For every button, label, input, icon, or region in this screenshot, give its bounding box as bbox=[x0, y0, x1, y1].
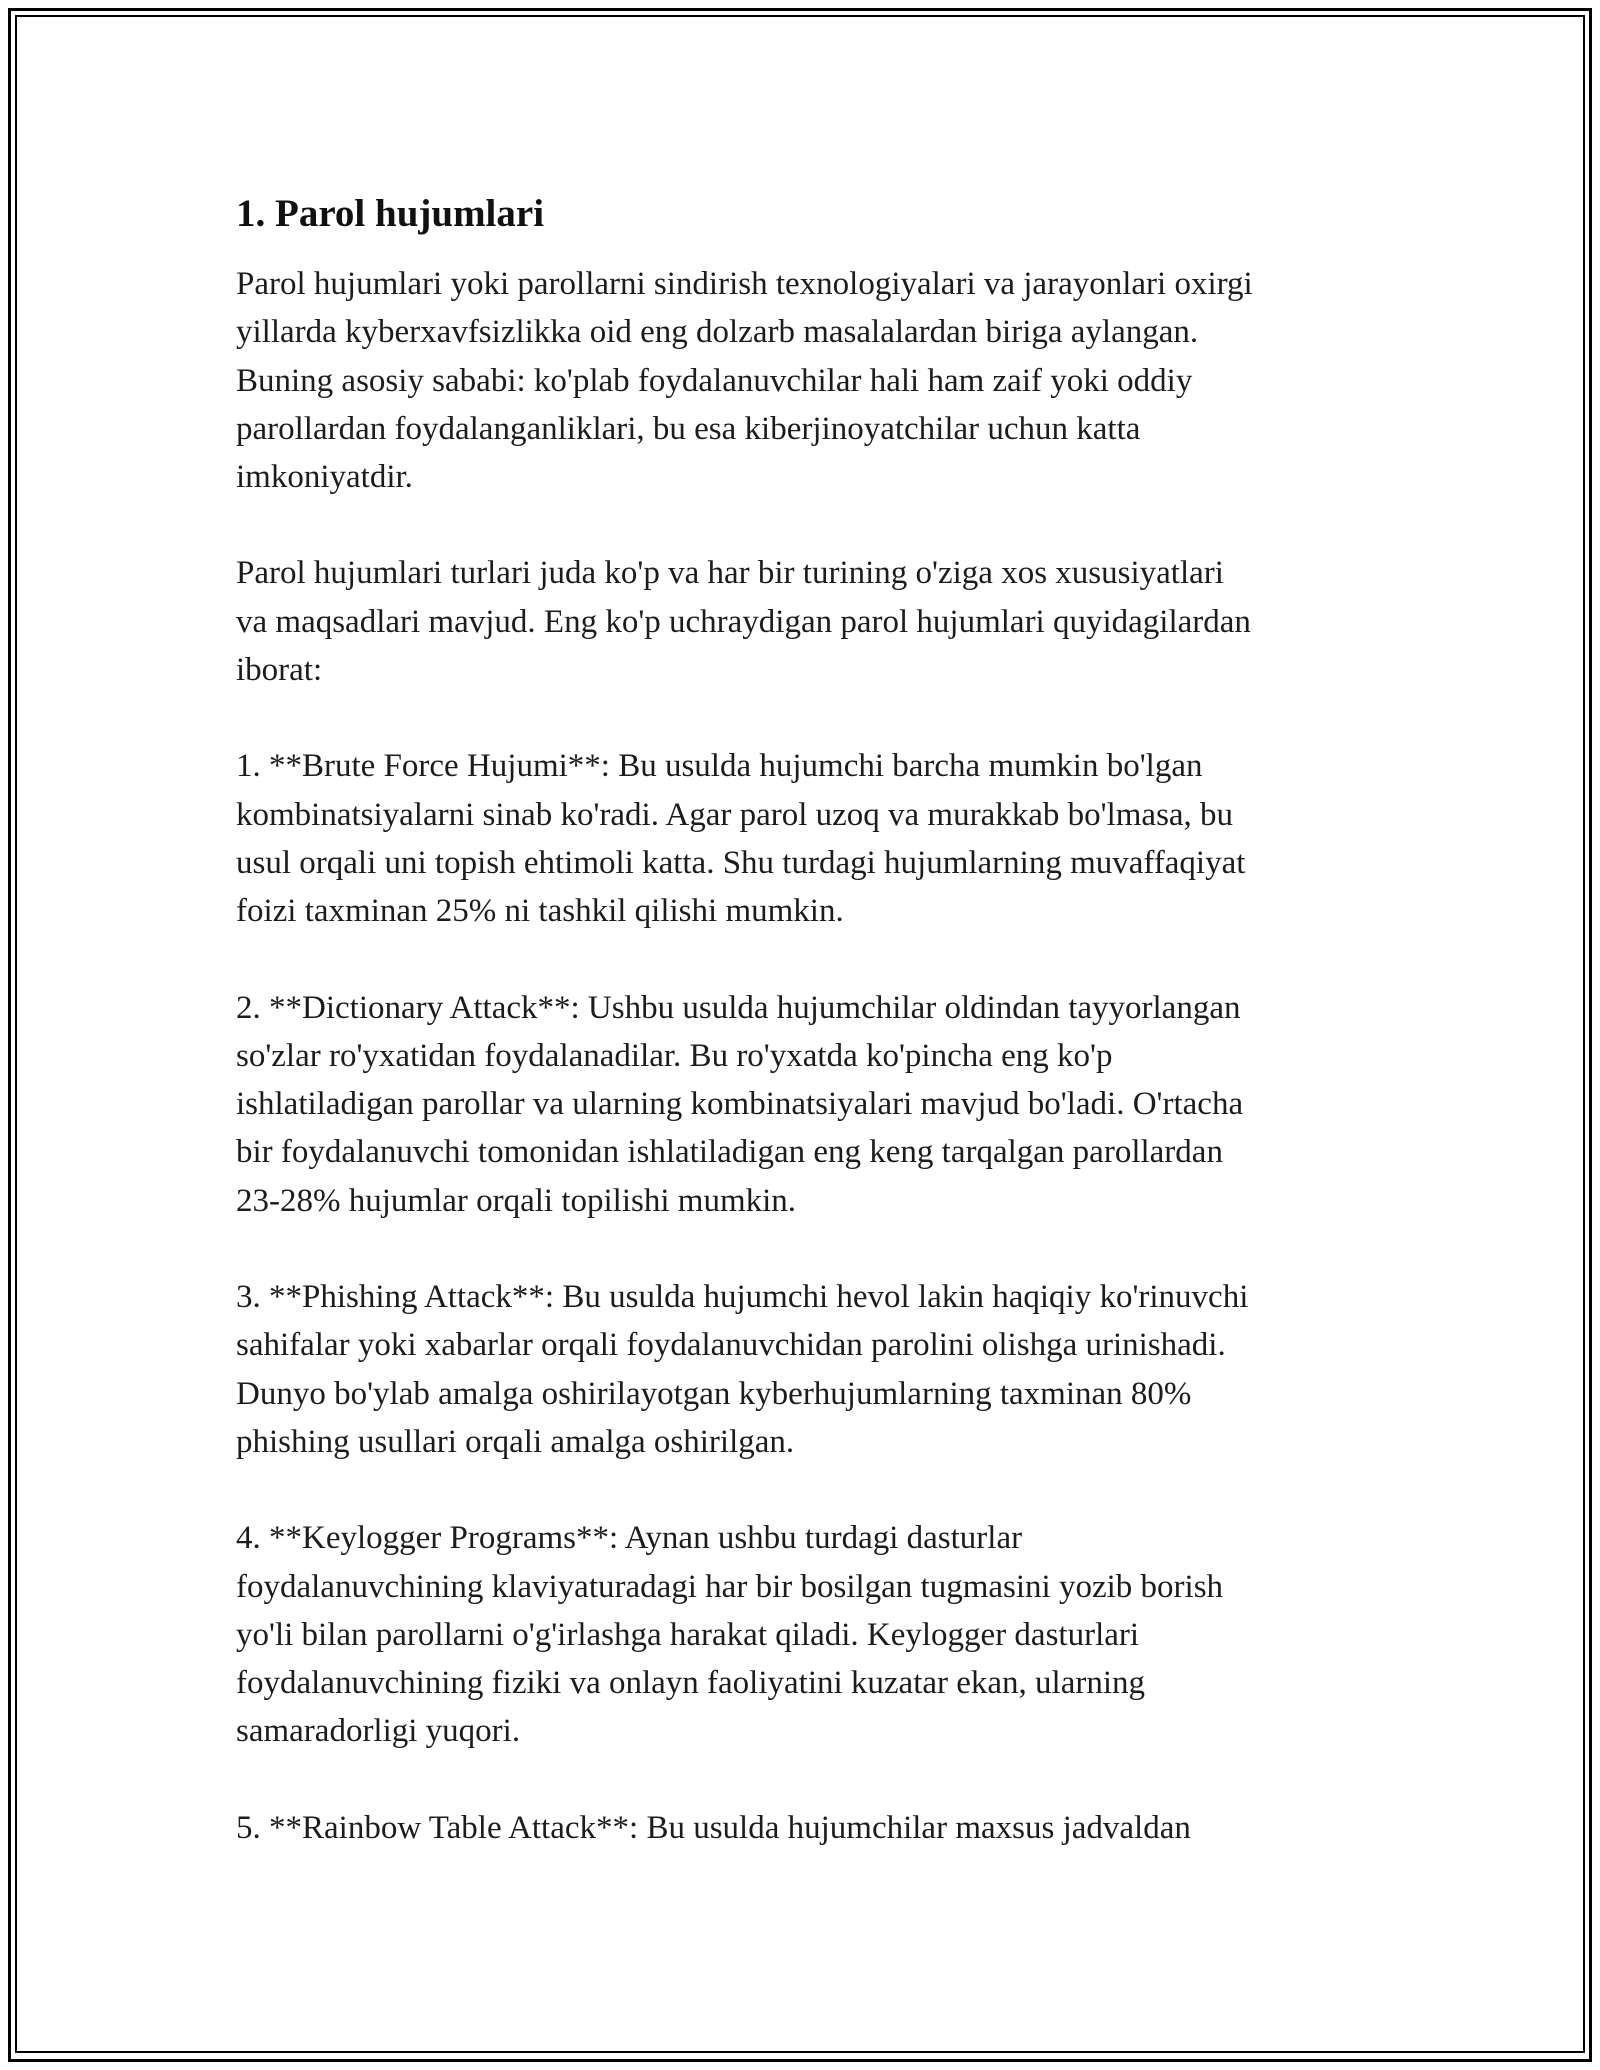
dictionary-attack-item: 2. **Dictionary Attack**: Ushbu usulda hujumchilar oldindan tayyorlangan so'zlar ro'yxatidan foydalanadilar. Bu ro'yxatda ko'pincha eng ko'p ishlatiladigan parollar va ularning kombinatsiyalari mavjud bo'ladi. O'rtacha bir foydalanuvchi tomonidan ishlatiladigan eng keng tarqalgan parollardan 23-28% hujumlar orqali topilishi mumkin. bbox=[236, 989, 1244, 1219]
intro-paragraph: Parol hujumlari yoki parollarni sindirish texnologiyalari va jarayonlari oxirgi yillarda kyberxavfsizlikka oid eng dolzarb masalalardan biriga aylangan. Buning asosiy sababi: ko'plab foydalanuvchilar hali ham zaif yoki oddiy parollardan foydalanganliklari, bu esa kiberjinoyatchilar uchun katta imkoniyatdir. bbox=[236, 266, 1253, 496]
brute-force-item: 1. **Brute Force Hujumi**: Bu usulda hujumchi barcha mumkin bo'lgan kombinatsiyalarni sinab ko'radi. Agar parol uzoq va murakkab bo'lmasa, bu usul orqali uni topish ehtimoli katta. Shu turdagi hujumlarning muvaffaqiyat foizi taxminan 25% ni tashkil qilishi mumkin. bbox=[236, 748, 1246, 930]
keylogger-item: 4. **Keylogger Programs**: Aynan ushbu turdagi dasturlar foydalanuvchining klaviyaturadagi har bir bosilgan tugmasini yozib borish yo'li bilan parollarni o'g'irlashga harakat qiladi. Keylogger dasturlari foydalanuvchining fiziki va onlayn faoliyatini kuzatar ekan, ularning samaradorligi yuqori. bbox=[236, 1520, 1224, 1750]
rainbow-table-item: 5. **Rainbow Table Attack**: Bu usulda hujumchilar maxsus jadvaldan bbox=[236, 1809, 1191, 1846]
phishing-attack-item: 3. **Phishing Attack**: Bu usulda hujumchi hevol lakin haqiqiy ko'rinuvchi sahifalar yoki xabarlar orqali foydalanuvchidan parolini olishga urinishadi. Dunyo bo'ylab amalga oshirilayotgan kyberhujumlarning taxminan 80% phishing usullari orqali amalga oshirilgan. bbox=[236, 1279, 1249, 1460]
document-body bbox=[236, 186, 1386, 1900]
section-heading: 1. Parol hujumlari bbox=[236, 192, 545, 235]
types-paragraph: Parol hujumlari turlari juda ko'p va har bir turining o'ziga xos xususiyatlari va maqsadlari mavjud. Eng ko'p uchraydigan parol hujumlari quyidagilardan iborat: bbox=[236, 555, 1251, 689]
